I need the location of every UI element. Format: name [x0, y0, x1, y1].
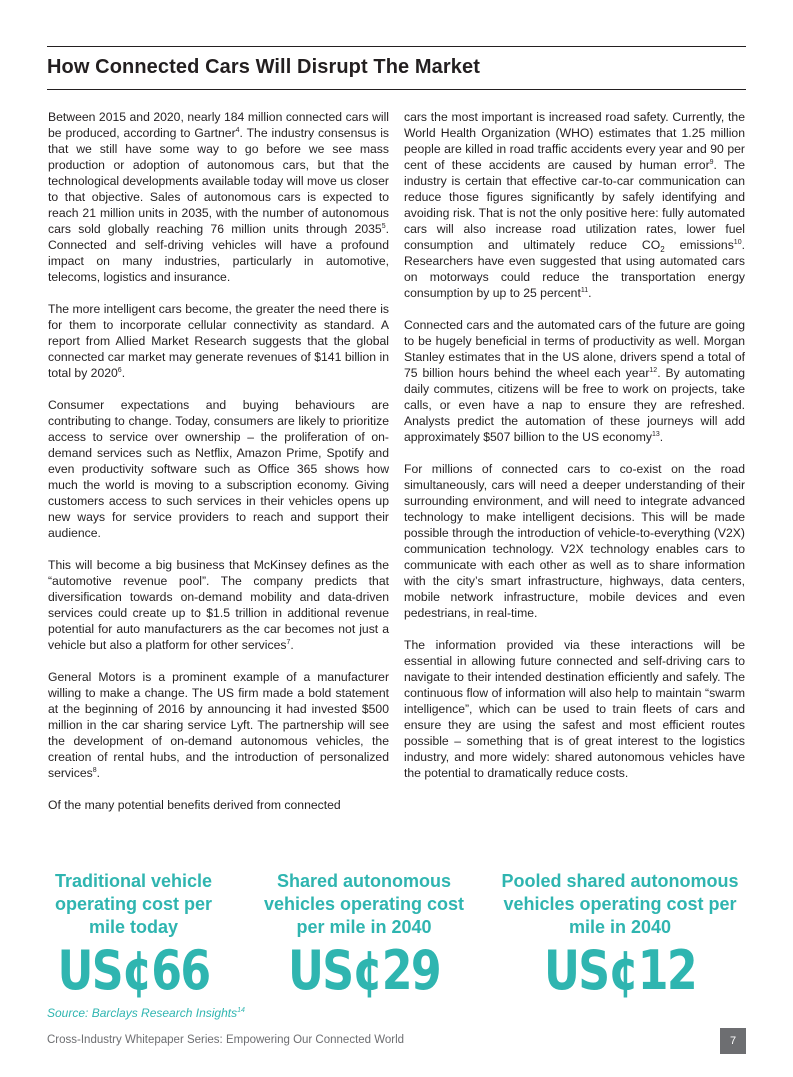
top-rule	[47, 46, 746, 47]
paragraph-text: The more intelligent cars become, the greater the need there is for them to incorporate cellular connectivity as standard. A report from Allied Market Research suggests that the global connected car market may generate revenues of $141 billion in total by 2020	[48, 302, 389, 380]
footnote-ref: 6	[117, 367, 122, 374]
paragraph-text: emissions	[664, 238, 734, 252]
stat-label: Pooled shared autonomous vehicles operating cost per mile in 2040	[501, 871, 739, 937]
left-column	[48, 109, 389, 813]
source-text: Source: Barclays Research Insights	[47, 1006, 238, 1020]
footnote-ref: 9	[709, 159, 714, 166]
subscript: 2	[660, 245, 665, 254]
footnote-ref: 11	[580, 287, 589, 294]
paragraph-text: General Motors is a prominent example of a manufacturer willing to make a change. The US firm made a bold statement at the beginning of 2016 by announcing it had invested $500 million in the car sharing service Lyft. The partnership will see the development of on-demand autonomous vehicles, the creation of rental hubs, and the introduction of personalized services	[48, 670, 389, 780]
paragraph-text: . The industry consensus is that we still have some way to go before we see mass production or adoption of autonomous cars, but that the technological developments available today will move us closer to that objective. Sales of autonomous cars is expected to reach 21 million units in 2035, with the number of autonomous cars sold globally reaching 76 million units through 2035	[48, 126, 389, 236]
stat-value: US¢66	[57, 939, 210, 1002]
footnote-ref: 4	[235, 127, 240, 134]
paragraph-text: Connected cars and the automated cars of the future are going to be hugely beneficial in terms of productivity as well. Morgan Stanley estimates that in the US alone, drivers spend a total of 75 billion hours behind the wheel each year	[404, 318, 745, 380]
footer-series-title: Cross-Industry Whitepaper Series: Empowering Our Connected World	[47, 1034, 405, 1046]
paragraph-text: .	[96, 766, 100, 780]
body-paragraph	[48, 557, 389, 653]
paragraph-text: The information provided via these interactions will be essential in allowing future connected and self-driving cars to navigate to their intended destination efficiently and safely. The continuous flow of information will also help to maintain “swarm intelligence”, which can be used to train fleets of cars and ensure they are using the safest and most efficient routes possible – something that is of great interest to the logistics industry, and more widely: shared autonomous vehicles have the potential to dramatically reduce costs.	[404, 638, 745, 780]
stat-traditional	[36, 870, 231, 1002]
paragraph-text: . Connected and self-driving vehicles will have a profound impact on many industries, particularly in automotive, telecoms, logistics and insurance.	[48, 222, 389, 284]
body-paragraph	[404, 317, 745, 445]
paragraph-text: Consumer expectations and buying behaviours are contributing to change. Today, consumers are likely to prioritize access to service over ownership – the proliferation of on-demand services such as Netflix, Amazon Prime, Spotify and even productivity software such as Office 365 shows how much the world is moving to a subscription economy. Giving customers access to such services in their vehicles opens up new ways for service providers to reach and support their audience.	[48, 398, 389, 540]
footnote-ref: 10	[733, 239, 742, 246]
paragraph-text: .	[588, 286, 592, 300]
body-paragraph	[404, 109, 745, 301]
stat-label: Traditional vehicle operating cost per mile today	[54, 871, 213, 937]
paragraph-text: . Researchers have even suggested that using automated cars on motorways could reduce the transportation energy consumption by up to 25 percent	[404, 238, 745, 300]
paragraph-text: Of the many potential benefits derived from connected	[48, 798, 341, 812]
right-column	[404, 109, 745, 781]
stat-shared	[263, 870, 465, 1002]
page-title: How Connected Cars Will Disrupt The Market	[47, 56, 480, 78]
stat-value: US¢29	[287, 939, 441, 1002]
paragraph-text: . The industry is certain that effective car-to-car communication can reduce those figures significantly by safely identifying and avoiding risk. That is not the only positive here: fully automated cars will also increase road utilization rates, lower fuel consumption and ultimately reduce CO	[404, 158, 745, 252]
paragraph-text: . By automating daily commutes, citizens will be free to work on projects, take calls, or even have a nap to ensure they are refreshed. Analysts predict the automation of these journeys will add approximately $507 billion to the US economy	[404, 366, 745, 444]
footnote-ref: 5	[381, 223, 386, 230]
body-paragraph	[48, 797, 389, 813]
body-paragraph	[48, 397, 389, 541]
footnote-ref: 7	[286, 639, 291, 646]
paragraph-text: cars the most important is increased road safety. Currently, the World Health Organization (WHO) estimates that 1.25 million people are killed in road traffic accidents every year and 90 per cent of these accidents are caused by human error	[404, 110, 745, 172]
paragraph-text: This will become a big business that McKinsey defines as the “automotive revenue pool”. The company predicts that diversification towards on-demand mobility and data-driven services could create up to $1.5 trillion in additional revenue potential for auto manufacturers as the car becomes not just a vehicle but also a platform for other services	[48, 558, 389, 652]
footnote-ref: 13	[651, 431, 660, 438]
body-paragraph	[48, 669, 389, 781]
page-number: 7	[720, 1028, 746, 1054]
source-note	[47, 1006, 245, 1020]
body-paragraph	[48, 109, 389, 285]
source-ref: 14	[237, 1007, 245, 1014]
paragraph-text: .	[659, 430, 664, 444]
heading-rule	[47, 89, 746, 90]
stat-label: Shared autonomous vehicles operating cost per mile in 2040	[263, 871, 465, 937]
body-paragraph	[404, 461, 745, 621]
paragraph-text: For millions of connected cars to co-exist on the road simultaneously, cars will need a deeper understanding of their surrounding environment, and will need to integrate advanced technology to make intelligent decisions. This will be made possible through the introduction of vehicle-to-everything (V2X) communication technology. V2X technology enables cars to communicate with each other as well as to share information with the city’s smart infrastructure, highways, data centers, mobile network infrastructure, mobile devices and even pedestrians, in real-time.	[404, 462, 745, 620]
footnote-ref: 12	[649, 367, 658, 374]
stat-pooled	[487, 870, 753, 1002]
paragraph-text: .	[121, 366, 126, 380]
body-paragraph	[404, 637, 745, 781]
body-paragraph	[48, 301, 389, 381]
paragraph-text: .	[290, 638, 294, 652]
footnote-ref: 8	[92, 767, 97, 774]
stat-value: US¢12	[543, 939, 697, 1002]
paragraph-text: Between 2015 and 2020, nearly 184 million connected cars will be produced, according to Gartner	[48, 110, 389, 140]
